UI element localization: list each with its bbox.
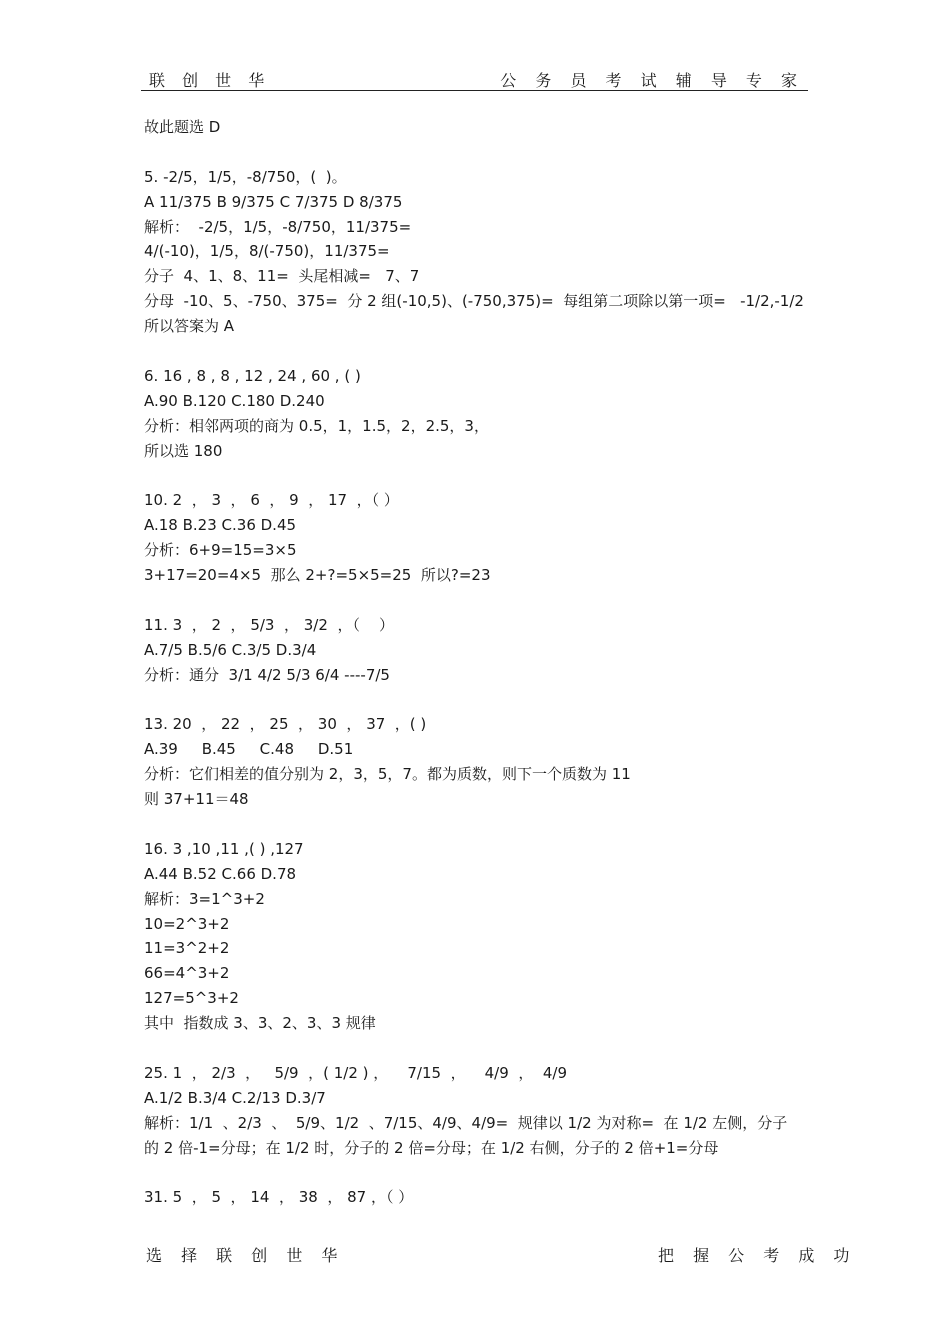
footer-left-text: 选 择 联 创 世 华	[146, 1246, 345, 1265]
blank-line	[144, 339, 844, 364]
text-line: 25. 1 ， 2/3 ， 5/9 ，( 1/2 ) ， 7/15 ， 4/9 ， 4/9	[144, 1063, 567, 1082]
text-line: 解析： -2/5，1/5，-8/750，11/375=	[144, 217, 412, 236]
text-line: A.1/2 B.3/4 C.2/13 D.3/7	[144, 1088, 326, 1107]
text-line: 10. 2 ， 3 ， 6 ， 9 ， 17 ，（ ）	[144, 491, 399, 510]
text-line: 4/(-10)，1/5，8/(-750)，11/375=	[144, 242, 390, 261]
text-line: 5. -2/5，1/5，-8/750，( )。	[144, 167, 347, 186]
text-line: A.39 B.45 C.48 D.51	[144, 740, 354, 759]
text-line: 分析：相邻两项的商为 0.5，1，1.5，2，2.5，3，	[144, 416, 489, 435]
blank-line	[144, 687, 844, 712]
text-line: 66=4^3+2	[144, 964, 230, 983]
text-line: 31. 5 ， 5 ， 14 ， 38 ， 87 ，（ ）	[144, 1188, 414, 1207]
blank-line	[144, 588, 844, 613]
header-slogan: 公 务 员 考 试 辅 导 专 家	[500, 71, 804, 90]
text-line: A.90 B.120 C.180 D.240	[144, 391, 325, 410]
text-line: 所以选 180	[144, 441, 223, 460]
text-line: 则 37+11＝48	[144, 790, 249, 809]
text-line: A.18 B.23 C.36 D.45	[144, 516, 297, 535]
header-brand: 联 创 世 华	[149, 71, 271, 90]
text-line: 分析：它们相差的值分别为 2，3，5，7。都为质数，则下一个质数为 11	[144, 765, 631, 784]
text-line: 分子 4、1、8、11= 头尾相减= 7、7	[144, 267, 420, 286]
blank-line	[144, 140, 844, 165]
document-body	[144, 115, 844, 1210]
text-line: 分母 -10、5、-750、375= 分 2 组(-10,5)、(-750,375)= 每组第二项除以第一项= -1/2,-1/2	[144, 292, 804, 311]
text-line: 11=3^2+2	[144, 939, 230, 958]
text-line: 所以答案为 A	[144, 317, 235, 336]
text-line: 127=5^3+2	[144, 989, 239, 1008]
text-line: 故此题选 D	[144, 118, 221, 136]
text-line: 分析：6+9=15=3×5	[144, 541, 297, 560]
text-line: A 11/375 B 9/375 C 7/375 D 8/375	[144, 192, 403, 211]
text-line: 6. 16 , 8 , 8 , 12 , 24 , 60 , ( )	[144, 366, 361, 385]
page-header	[141, 68, 808, 91]
text-line: 16. 3 ,10 ,11 ,( ) ,127	[144, 839, 304, 858]
text-line: 3+17=20=4×5 那么 2+?=5×5=25 所以?=23	[144, 566, 491, 585]
text-line: 的 2 倍-1=分母；在 1/2 时，分子的 2 倍=分母；在 1/2 右侧，分子的 2 倍+1=分母	[144, 1138, 719, 1157]
text-line: A.44 B.52 C.66 D.78	[144, 864, 297, 883]
text-line: A.7/5 B.5/6 C.3/5 D.3/4	[144, 640, 317, 659]
blank-line	[144, 463, 844, 488]
text-line: 解析：1/1 、2/3 、 5/9、1/2 、7/15、4/9、4/9= 规律以 1/2 为对称= 在 1/2 左侧，分子	[144, 1113, 788, 1132]
blank-line	[144, 1036, 844, 1061]
blank-line	[144, 1160, 844, 1185]
text-line: 其中 指数成 3、3、2、3、3 规律	[144, 1014, 376, 1033]
blank-line	[144, 812, 844, 837]
text-line: 解析：3=1^3+2	[144, 889, 265, 908]
text-line: 分析：通分 3/1 4/2 5/3 6/4 ----7/5	[144, 665, 390, 684]
text-line: 13. 20 ， 22 ， 25 ， 30 ， 37 ，( )	[144, 715, 427, 734]
text-line: 10=2^3+2	[144, 914, 230, 933]
footer-right-text: 把 握 公 考 成 功	[658, 1246, 857, 1265]
text-line: 11. 3 ， 2 ， 5/3 ， 3/2 ，（ ）	[144, 615, 395, 634]
